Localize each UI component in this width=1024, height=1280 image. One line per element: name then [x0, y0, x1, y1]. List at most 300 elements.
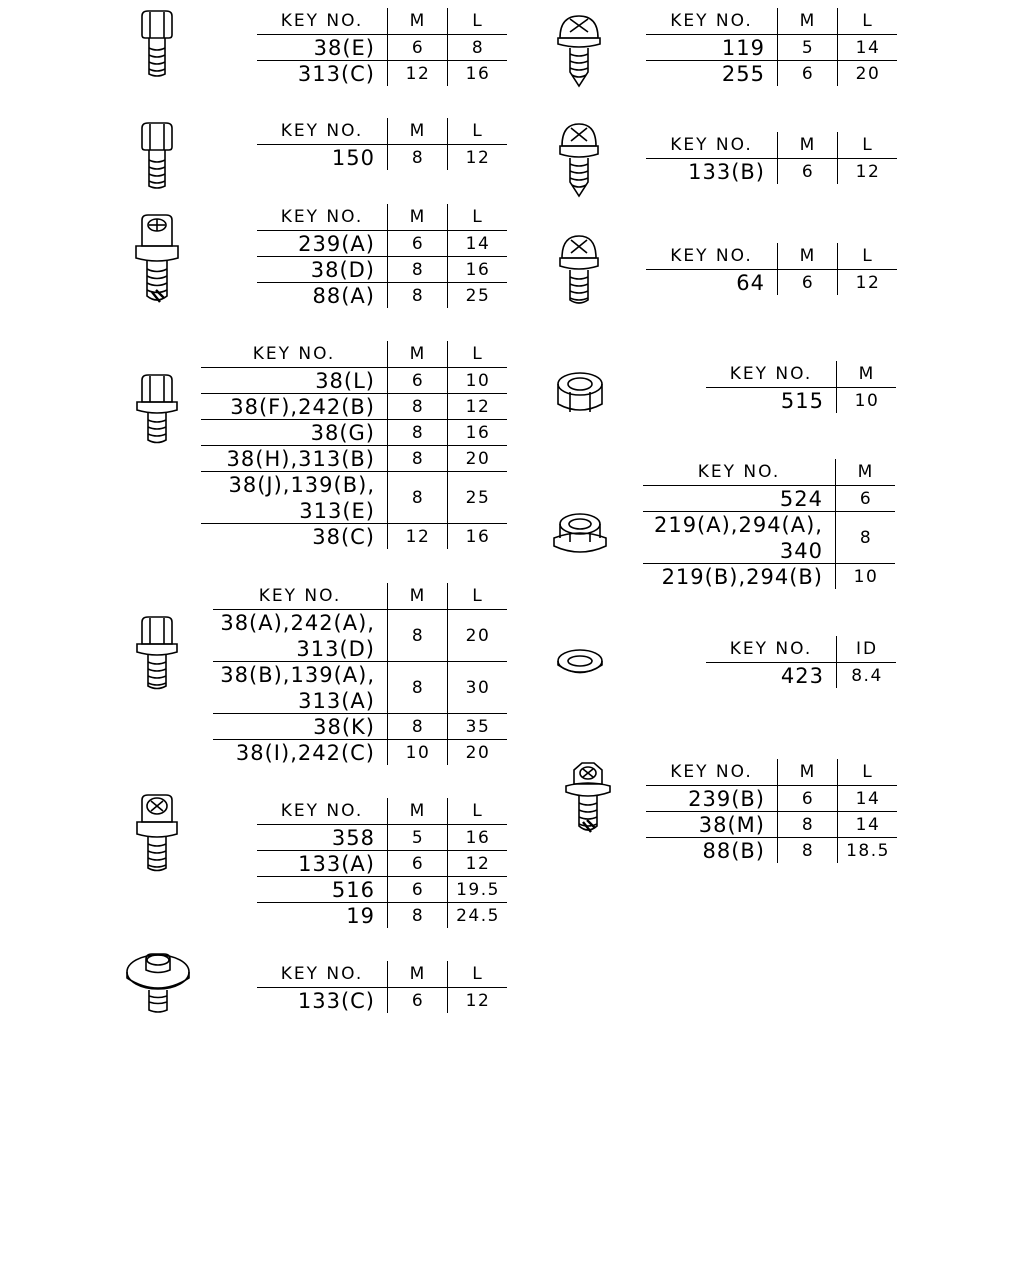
- size-cell: [387, 368, 448, 393]
- table-row: [643, 511, 895, 563]
- size-cell: [447, 988, 508, 1013]
- value-label: M: [858, 364, 876, 384]
- key-label: 133(B): [688, 159, 765, 184]
- size-cell: [835, 486, 896, 511]
- header-m: [387, 583, 448, 609]
- table-row: [646, 269, 897, 295]
- value-label: L: [472, 121, 484, 141]
- key-label: 88(B): [702, 838, 765, 863]
- size-cell: [447, 231, 508, 256]
- key-label: KEY NO.: [670, 762, 753, 782]
- table-row: [257, 34, 507, 60]
- phillips-flange-bolt-icon: [132, 792, 182, 876]
- size-cell: [837, 812, 898, 837]
- key-label: 38(I),242(C): [235, 740, 375, 765]
- size-cell: [835, 564, 896, 589]
- table-header-row: [646, 8, 897, 34]
- size-cell: [387, 903, 448, 928]
- table-row: [201, 419, 507, 445]
- header-l: [447, 118, 508, 144]
- value-label: M: [799, 135, 817, 155]
- flange-hex-bolt-icon: [132, 614, 182, 694]
- parts-table: [257, 961, 507, 1013]
- key-no-cell: [643, 512, 835, 563]
- table-row: [257, 60, 507, 86]
- value-label: M: [409, 121, 427, 141]
- header-m: [777, 8, 838, 34]
- header-m: [387, 798, 448, 824]
- header-m: [387, 341, 448, 367]
- key-label: 64: [736, 270, 765, 295]
- value-label: 6: [859, 488, 873, 509]
- flat-washer-icon: [554, 646, 606, 680]
- table-row: [646, 837, 897, 863]
- size-cell: [836, 663, 897, 688]
- table-row: [643, 485, 895, 511]
- table-header-row: [706, 361, 896, 387]
- value-label: 12: [465, 853, 491, 874]
- key-label: KEY NO.: [697, 462, 781, 482]
- key-no-cell: [257, 145, 387, 170]
- key-no-cell: [646, 270, 777, 295]
- size-cell: [447, 145, 508, 170]
- key-label: 19: [346, 903, 375, 928]
- parts-table: [646, 8, 897, 86]
- key-label: KEY NO.: [729, 639, 813, 659]
- size-cell: [836, 388, 897, 413]
- key-no-cell: [257, 61, 387, 86]
- key-label: 38(K): [313, 714, 375, 739]
- table-header-row: [257, 204, 507, 230]
- size-cell: [387, 35, 448, 60]
- value-label: 8: [859, 527, 873, 548]
- header-l: [837, 8, 898, 34]
- value-label: 8: [471, 37, 485, 58]
- header-key-no: [213, 583, 387, 609]
- size-cell: [447, 420, 508, 445]
- socket-flange-bolt-icon: [130, 212, 184, 306]
- value-label: 8: [411, 677, 425, 698]
- parts-table: [646, 243, 897, 295]
- size-cell: [447, 472, 508, 523]
- header-l: [447, 798, 508, 824]
- header-key-no: [257, 204, 387, 230]
- key-label: 38(J),139(B), 313(E): [228, 472, 375, 523]
- key-label: 219(A),294(A), 340: [653, 512, 823, 563]
- key-label: KEY NO.: [670, 11, 753, 31]
- value-label: M: [409, 801, 427, 821]
- header-m: [387, 118, 448, 144]
- header-m: [387, 204, 448, 230]
- key-no-cell: [706, 388, 836, 413]
- value-label: 8: [411, 487, 425, 508]
- key-label: 38(B),139(A), 313(A): [220, 662, 375, 713]
- header-l: [447, 8, 508, 34]
- parts-table: [706, 361, 896, 413]
- flange-nut-icon: [550, 510, 610, 562]
- value-label: 6: [801, 272, 815, 293]
- size-cell: [387, 394, 448, 419]
- value-label: L: [472, 11, 484, 31]
- value-label: L: [472, 344, 484, 364]
- key-label: 239(B): [688, 786, 765, 811]
- table-row: [213, 661, 507, 713]
- header-m: [777, 243, 838, 269]
- value-label: 8: [411, 147, 425, 168]
- value-label: 19.5: [456, 879, 500, 900]
- size-cell: [777, 61, 838, 86]
- size-cell: [447, 740, 508, 765]
- value-label: 12: [855, 161, 881, 182]
- parts-table: [257, 204, 507, 308]
- key-no-cell: [646, 812, 777, 837]
- value-label: 20: [465, 742, 491, 763]
- key-no-cell: [213, 714, 387, 739]
- size-cell: [387, 610, 448, 661]
- table-header-row: [643, 459, 895, 485]
- value-label: 14: [855, 788, 881, 809]
- table-row: [213, 739, 507, 765]
- key-label: 423: [780, 663, 824, 688]
- key-label: 38(F),242(B): [230, 394, 375, 419]
- key-no-cell: [257, 257, 387, 282]
- size-cell: [447, 903, 508, 928]
- key-label: KEY NO.: [280, 207, 364, 227]
- table-header-row: [646, 132, 897, 158]
- size-cell: [387, 851, 448, 876]
- key-no-cell: [646, 35, 777, 60]
- hex-nut-icon: [552, 370, 608, 418]
- key-label: 150: [331, 145, 375, 170]
- key-label: KEY NO.: [670, 135, 753, 155]
- size-cell: [447, 368, 508, 393]
- header-key-no: [646, 132, 777, 158]
- key-label: 38(H),313(B): [226, 446, 375, 471]
- phillips-tapping-screw-icon: [554, 12, 604, 88]
- key-no-cell: [257, 988, 387, 1013]
- key-no-cell: [257, 851, 387, 876]
- table-row: [257, 256, 507, 282]
- value-label: 6: [801, 161, 815, 182]
- table-row: [706, 662, 896, 688]
- header-key-no: [646, 8, 777, 34]
- size-cell: [387, 662, 448, 713]
- size-cell: [447, 394, 508, 419]
- size-cell: [447, 257, 508, 282]
- key-label: 119: [721, 35, 765, 60]
- header-l: [447, 204, 508, 230]
- table-row: [213, 713, 507, 739]
- key-label: KEY NO.: [729, 364, 813, 384]
- parts-table: [646, 132, 897, 184]
- value-label: 8: [801, 840, 815, 861]
- header-key-no: [646, 759, 777, 785]
- header-l: [837, 132, 898, 158]
- table-row: [201, 393, 507, 419]
- size-cell: [387, 257, 448, 282]
- value-label: 35: [465, 716, 491, 737]
- value-label: 25: [465, 285, 491, 306]
- value-label: 8: [411, 716, 425, 737]
- header-m: [835, 459, 896, 485]
- table-header-row: [646, 759, 897, 785]
- size-cell: [387, 231, 448, 256]
- table-row: [646, 60, 897, 86]
- key-no-cell: [201, 420, 387, 445]
- key-label: 38(L): [315, 368, 375, 393]
- parts-table: [257, 8, 507, 86]
- key-label: 38(M): [698, 812, 765, 837]
- key-no-cell: [646, 786, 777, 811]
- value-label: 25: [465, 487, 491, 508]
- value-label: 6: [411, 853, 425, 874]
- hex-bolt-icon: [132, 8, 182, 80]
- value-label: 18.5: [846, 840, 890, 861]
- size-cell: [837, 270, 898, 295]
- value-label: 10: [853, 566, 879, 587]
- key-label: KEY NO.: [670, 246, 753, 266]
- parts-table: [257, 118, 507, 170]
- value-label: 12: [405, 526, 431, 547]
- key-no-cell: [257, 903, 387, 928]
- header-m: [777, 759, 838, 785]
- value-label: 8: [411, 396, 425, 417]
- value-label: M: [409, 207, 427, 227]
- header-key-no: [646, 243, 777, 269]
- phillips-tapping-screw-icon: [554, 120, 604, 198]
- value-label: 20: [465, 448, 491, 469]
- header-key-no: [643, 459, 835, 485]
- table-header-row: [257, 961, 507, 987]
- key-label: 38(A),242(A), 313(D): [220, 610, 375, 661]
- value-label: 12: [465, 990, 491, 1011]
- table-header-row: [201, 341, 507, 367]
- value-label: 5: [411, 827, 425, 848]
- header-m: [387, 961, 448, 987]
- size-cell: [387, 524, 448, 549]
- key-no-cell: [643, 486, 835, 511]
- header-m: [777, 132, 838, 158]
- key-no-cell: [201, 472, 387, 523]
- key-no-cell: [257, 231, 387, 256]
- size-cell: [777, 35, 838, 60]
- key-label: 239(A): [298, 231, 375, 256]
- key-label: 219(B),294(B): [661, 564, 823, 589]
- size-cell: [447, 662, 508, 713]
- value-label: M: [409, 964, 427, 984]
- value-label: 6: [411, 233, 425, 254]
- value-label: M: [857, 462, 875, 482]
- table-row: [706, 387, 896, 413]
- parts-table: [213, 583, 507, 765]
- key-no-cell: [257, 877, 387, 902]
- size-cell: [447, 446, 508, 471]
- key-no-cell: [213, 662, 387, 713]
- size-cell: [835, 512, 896, 563]
- key-no-cell: [646, 159, 777, 184]
- value-label: 16: [465, 63, 491, 84]
- value-label: 8: [801, 814, 815, 835]
- key-label: 516: [331, 877, 375, 902]
- value-label: 20: [855, 63, 881, 84]
- key-no-cell: [201, 446, 387, 471]
- value-label: 16: [465, 827, 491, 848]
- value-label: M: [409, 586, 427, 606]
- value-label: M: [409, 344, 427, 364]
- parts-table: [646, 759, 897, 863]
- value-label: L: [862, 11, 874, 31]
- key-no-cell: [646, 838, 777, 863]
- key-label: 313(C): [297, 61, 375, 86]
- size-cell: [447, 825, 508, 850]
- key-label: KEY NO.: [280, 11, 364, 31]
- value-label: 10: [405, 742, 431, 763]
- value-label: 6: [411, 879, 425, 900]
- table-row: [643, 563, 895, 589]
- table-header-row: [706, 636, 896, 662]
- phillips-pan-screw-icon: [554, 232, 604, 308]
- table-header-row: [257, 798, 507, 824]
- table-header-row: [213, 583, 507, 609]
- value-label: 12: [465, 396, 491, 417]
- value-label: 30: [465, 677, 491, 698]
- value-label: 8: [411, 259, 425, 280]
- value-label: 6: [411, 370, 425, 391]
- size-cell: [387, 145, 448, 170]
- key-no-cell: [213, 740, 387, 765]
- header-l: [837, 759, 898, 785]
- flange-hex-bolt-icon: [132, 372, 182, 446]
- key-label: 88(A): [312, 283, 375, 308]
- table-header-row: [257, 118, 507, 144]
- size-cell: [447, 35, 508, 60]
- table-row: [257, 824, 507, 850]
- header-key-no: [706, 361, 836, 387]
- size-cell: [837, 61, 898, 86]
- table-row: [257, 987, 507, 1013]
- table-row: [257, 230, 507, 256]
- key-label: KEY NO.: [280, 964, 364, 984]
- size-cell: [387, 420, 448, 445]
- key-no-cell: [201, 394, 387, 419]
- size-cell: [447, 714, 508, 739]
- key-label: 38(C): [312, 524, 375, 549]
- value-label: 6: [801, 788, 815, 809]
- value-label: 6: [801, 63, 815, 84]
- size-cell: [387, 472, 448, 523]
- value-label: 5: [801, 37, 815, 58]
- value-label: 14: [855, 814, 881, 835]
- key-label: 133(A): [298, 851, 375, 876]
- header-l: [447, 583, 508, 609]
- header-l: [837, 243, 898, 269]
- parts-table: [257, 798, 507, 928]
- value-label: 6: [411, 990, 425, 1011]
- key-no-cell: [257, 283, 387, 308]
- table-row: [201, 445, 507, 471]
- key-label: 38(G): [310, 420, 375, 445]
- table-row: [257, 282, 507, 308]
- value-label: 8: [411, 448, 425, 469]
- value-label: L: [472, 801, 484, 821]
- table-row: [257, 850, 507, 876]
- table-row: [646, 785, 897, 811]
- value-label: 8.4: [851, 665, 883, 686]
- size-cell: [777, 270, 838, 295]
- value-label: 16: [465, 526, 491, 547]
- size-cell: [777, 159, 838, 184]
- hex-bolt-icon: [132, 120, 182, 192]
- value-label: M: [799, 246, 817, 266]
- value-label: L: [472, 964, 484, 984]
- header-key-no: [257, 798, 387, 824]
- parts-table: [643, 459, 895, 589]
- size-cell: [837, 786, 898, 811]
- key-label: 524: [779, 486, 823, 511]
- value-label: 10: [854, 390, 880, 411]
- value-label: L: [472, 586, 484, 606]
- key-label: 38(D): [310, 257, 375, 282]
- size-cell: [387, 988, 448, 1013]
- header-m: [387, 8, 448, 34]
- value-label: 14: [465, 233, 491, 254]
- size-cell: [837, 35, 898, 60]
- table-row: [213, 609, 507, 661]
- value-label: 12: [465, 147, 491, 168]
- table-row: [201, 471, 507, 523]
- value-label: M: [799, 11, 817, 31]
- hex-washer-tapping-screw-icon: [560, 760, 616, 836]
- value-label: L: [862, 762, 874, 782]
- table-row: [646, 158, 897, 184]
- parts-table: [706, 636, 896, 688]
- key-no-cell: [257, 825, 387, 850]
- value-label: 10: [465, 370, 491, 391]
- header-id: [836, 636, 897, 662]
- size-cell: [777, 838, 838, 863]
- value-label: 12: [405, 63, 431, 84]
- key-label: KEY NO.: [258, 586, 342, 606]
- table-row: [257, 902, 507, 928]
- header-key-no: [201, 341, 387, 367]
- key-no-cell: [213, 610, 387, 661]
- header-key-no: [257, 8, 387, 34]
- key-label: KEY NO.: [252, 344, 336, 364]
- size-cell: [447, 283, 508, 308]
- header-m: [836, 361, 897, 387]
- value-label: L: [862, 135, 874, 155]
- table-row: [646, 811, 897, 837]
- key-label: 515: [780, 388, 824, 413]
- value-label: M: [799, 762, 817, 782]
- size-cell: [387, 61, 448, 86]
- value-label: 20: [465, 625, 491, 646]
- value-label: 8: [411, 285, 425, 306]
- value-label: 8: [411, 625, 425, 646]
- size-cell: [777, 786, 838, 811]
- key-label: 133(C): [297, 988, 375, 1013]
- table-row: [646, 34, 897, 60]
- size-cell: [837, 159, 898, 184]
- size-cell: [447, 610, 508, 661]
- table-row: [201, 367, 507, 393]
- size-cell: [447, 524, 508, 549]
- size-cell: [447, 877, 508, 902]
- header-l: [447, 341, 508, 367]
- value-label: 16: [465, 422, 491, 443]
- key-no-cell: [201, 524, 387, 549]
- header-key-no: [257, 961, 387, 987]
